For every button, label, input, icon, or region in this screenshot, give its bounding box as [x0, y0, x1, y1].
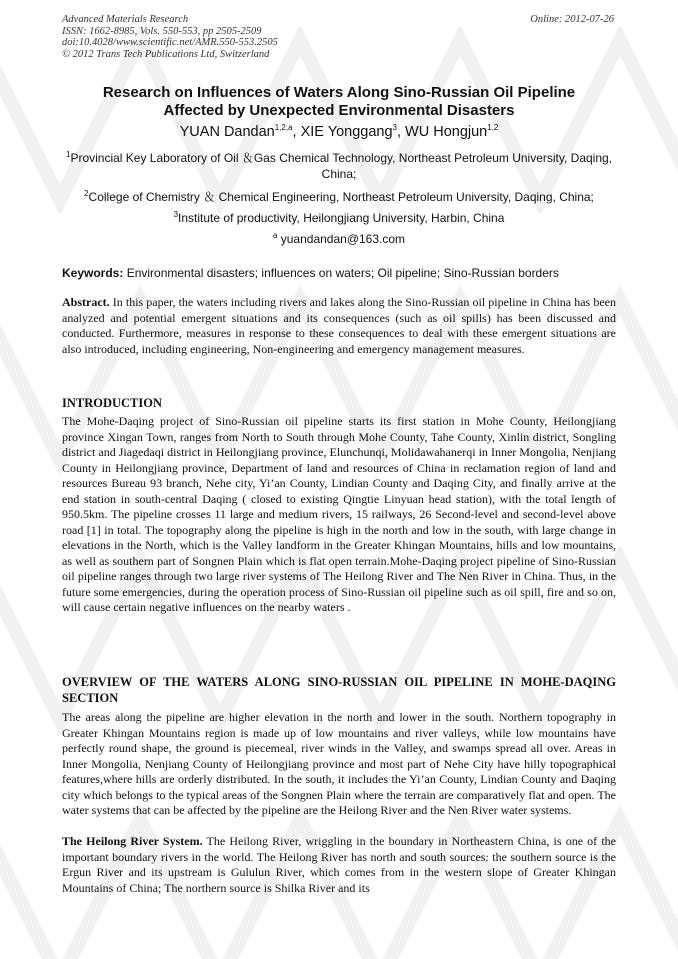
author-name: YUAN Dandan [179, 124, 275, 140]
abstract-label: Abstract. [62, 295, 110, 309]
keywords-label: Keywords: [62, 266, 124, 280]
abstract [62, 295, 616, 357]
copyright-line: © 2012 Trans Tech Publications Ltd, Switzerland [62, 48, 270, 60]
affiliation-text: College of Chemistry ＆ Chemical Engineering, Northeast Petroleum University, Daqing, China; [88, 190, 594, 204]
heilong-river-text: The Heilong River, wriggling in the boundary in Northeastern China, is one of the important boundary rivers in the world. The Heilong River has north and south sources: the southern source is the Ergun River and its upstream is Gululun River, which comes from in the western slope of Greater Khingan Mountains of China; The northern source is Shilka River and its [62, 834, 616, 895]
author-affiliation-marker: 1,2 [487, 123, 499, 133]
affiliation-3 [62, 210, 616, 226]
paper-title [62, 84, 616, 120]
journal-info [62, 14, 278, 60]
author-list [62, 124, 616, 140]
email-address: yuandandan@163.com [277, 232, 406, 246]
affiliation-marker: 2 [84, 189, 89, 198]
abstract-text: In this paper, the waters including rivers and lakes along the Sino-Russian oil pipeline in China has been analyzed and potential emergent situations and its consequences (such as oil spills) has been discussed and conducted. Furthermore, measures in response to these consequences to deal with these emergent situations are also introduced, including engineering, Non-engineering and emergency management measures. [62, 295, 616, 356]
author-separator: , [292, 124, 301, 140]
title-line-1: Research on Influences of Waters Along Sino-Russian Oil Pipeline [102, 84, 576, 101]
online-date: Online: 2012-07-26 [530, 14, 614, 25]
introduction-heading: INTRODUCTION [62, 396, 163, 410]
heilong-river-paragraph [62, 834, 616, 896]
author-name: XIE Yonggang [300, 124, 393, 140]
issn-line: ISSN: 1662-8985, Vols. 550-553, pp 2505-2509 [62, 25, 262, 37]
overview-heading: OVERVIEW OF THE WATERS ALONG SINO-RUSSIAN OIL PIPELINE IN MOHE-DAQING SECTION [62, 675, 616, 705]
overview-paragraph: The areas along the pipeline are higher elevation in the north and lower in the south. Northern topography in Greater Khingan Mountains region is made up of low mountains and river valleys, while low mountains have perfectly round shape, the ground is piecemeal, river winds in the Valley, and swamps spread all over. Areas in Inner Mongolia, Nenjiang County of Heilongjiang province and most part of Nehe City have hilly topographical features,where hills are orderly distributed. In the south, it includes the Yi’an County, Lindian County and Daqing city which belongs to the typical areas of the Songnen Plain where the terrain are comparatively flat and open. The water systems that can be affected by the pipeline are the Heilong River and the Nen River water systems. [62, 710, 616, 817]
affiliation-1 [62, 150, 616, 182]
heilong-river-subheading: The Heilong River System. [62, 834, 203, 848]
affiliation-text: Institute of productivity, Heilongjiang University, Harbin, China [178, 211, 505, 225]
email-marker: a [272, 231, 278, 240]
affiliation-marker: 3 [173, 210, 179, 219]
author-email [62, 231, 616, 247]
doi-line: doi:10.4028/www.scientific.net/AMR.550-553.2505 [62, 37, 278, 48]
keywords-text: Environmental disasters; influences on waters; Oil pipeline; Sino-Russian borders [123, 266, 559, 280]
author-name: WU Hongjun [405, 124, 488, 140]
introduction-paragraph: The Mohe-Daqing project of Sino-Russian oil pipeline starts its first station in Mohe County, Heilongjiang province Xingan Town, ranges from North to South through Mohe County, Tahe County, Xinlin district, Songling district and Jiagedaqi district in Heilongjiang province, Elunchunqi, Molidawahanerqi in Inner Mongolia, Nenjiang County in Heilongjiang province, Department of land and resources of China in reclamation region of land and resources Bureau 93 branch, Nehe city, Yi’an County, Lindian County and Daqing City, and finally arrive at the end station in south-central Daqing ( closed to existing Qingtie Linyuan head station), with the total length of 950.5km. The pipeline crosses 11 large and medium rivers, 15 railways, 26 Second-level and second-level above road [1] in total. The topography along the pipeline is high in the north and low in the south, with large change in elevations in the North, which is the Valley landform in the Greater Khingan Mountains, hills and low mountains, as well as southern part of Songnen Plain which is flat open terrain.Mohe-Daqing project pipeline of Sino-Russian oil pipeline ranges through two large river systems of The Heilong River and The Nen River in China. Thus, in the future some emergencies, during the operation process of Sino-Russian oil pipeline such as oil spill, fire and so on, will cause certain negative influences on the nearby waters . [62, 414, 616, 614]
journal-name: Advanced Materials Research [62, 14, 189, 25]
author-affiliation-marker: 3 [392, 123, 397, 133]
affiliation-marker: 1 [65, 150, 71, 159]
title-line-2: Affected by Unexpected Environmental Disasters [163, 102, 515, 119]
keywords [62, 266, 616, 280]
author-separator: , [396, 124, 406, 140]
affiliation-text: Provincial Key Laboratory of Oil ＆Gas Chemical Technology, Northeast Petroleum University, Daqing, China; [70, 151, 613, 181]
affiliation-2 [62, 189, 616, 205]
author-affiliation-marker: 1,2,a [274, 123, 293, 133]
